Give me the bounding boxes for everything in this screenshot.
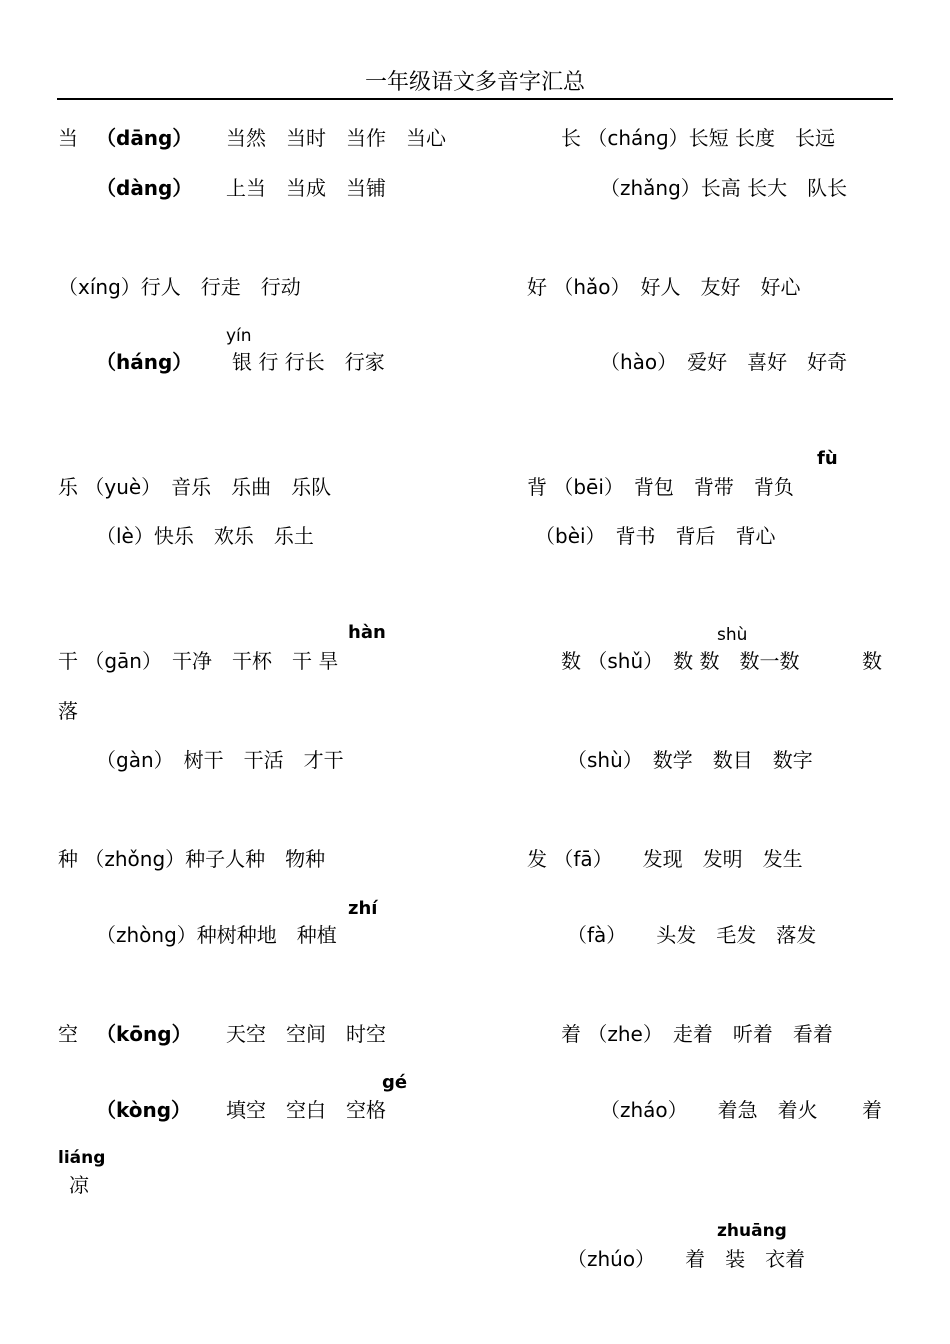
line-fa1: 发 （fā） 发现 发明 发生: [527, 847, 803, 871]
pinyin-hang: （háng）: [96, 350, 193, 374]
words-hang: 银 行 行长 行家: [232, 350, 385, 374]
line-hao2: （hào） 爱好 喜好 好奇: [600, 350, 848, 374]
char-luo: 落: [58, 699, 78, 723]
line-bei2: （bèi） 背书 背后 背心: [535, 524, 776, 548]
line-chang: 长 （chánɡ）长短 长度 长远: [561, 126, 836, 150]
pinyin-dang2: （dàng）: [96, 176, 193, 200]
char-liang: 凉: [69, 1173, 89, 1197]
annotation-ge: gé: [382, 1072, 408, 1093]
annotation-yin: yín: [226, 326, 252, 346]
char-kong: 空: [58, 1022, 78, 1046]
annotation-fu: fù: [817, 448, 838, 469]
words-kong1: 天空 空间 时空: [226, 1022, 386, 1046]
line-zhong2: （zhòng）种树种地 种植: [96, 923, 337, 947]
annotation-han: hàn: [348, 622, 386, 643]
line-shu2: （shù） 数学 数目 数字: [567, 748, 813, 772]
shu1-trailing-char: 数: [862, 649, 882, 673]
line-shu1: 数 （shǔ） 数 数 数一数: [561, 649, 800, 673]
zhao-trailing-char: 着: [862, 1098, 882, 1122]
line-zhao: （zháo） 着急 着火: [600, 1098, 818, 1122]
line-zhuo: （zhúo） 着 装 衣着: [567, 1247, 806, 1271]
annotation-zhi: zhí: [348, 898, 378, 919]
line-gan2: （gàn） 树干 干活 才干: [96, 748, 344, 772]
annotation-liang: liáng: [58, 1148, 106, 1168]
pinyin-kong2: （kòng）: [96, 1098, 192, 1122]
char-dang: 当: [58, 126, 78, 150]
line-bei1: 背 （bēi） 背包 背带 背负: [527, 475, 794, 499]
line-fa2: （fà） 头发 毛发 落发: [567, 923, 817, 947]
words-dang2: 上当 当成 当铺: [226, 176, 386, 200]
annotation-shu: shù: [717, 625, 748, 645]
line-zhang: （zhǎng）长高 长大 队长: [600, 176, 848, 200]
words-dang1: 当然 当时 当作 当心: [226, 126, 446, 150]
page-title: 一年级语文多音字汇总: [364, 70, 585, 95]
pinyin-kong1: （kōng）: [96, 1022, 192, 1046]
line-zhong1: 种 （zhǒng）种子人种 物种: [58, 847, 326, 871]
title-underline: [57, 98, 893, 100]
line-yue: 乐 （yuè） 音乐 乐曲 乐队: [58, 475, 332, 499]
line-gan1: 干 （gān） 干净 干杯 干 旱: [58, 649, 339, 673]
line-xing: （xíng）行人 行走 行动: [58, 275, 301, 299]
annotation-zhuang: zhuāng: [717, 1221, 787, 1241]
line-hao1: 好 （hǎo） 好人 友好 好心: [527, 275, 801, 299]
line-zhe: 着 （zhe） 走着 听着 看着: [561, 1022, 833, 1046]
words-kong2: 填空 空白 空格: [226, 1098, 386, 1122]
line-le: （lè）快乐 欢乐 乐土: [96, 524, 314, 548]
pinyin-dang1: （dāng）: [96, 126, 193, 150]
